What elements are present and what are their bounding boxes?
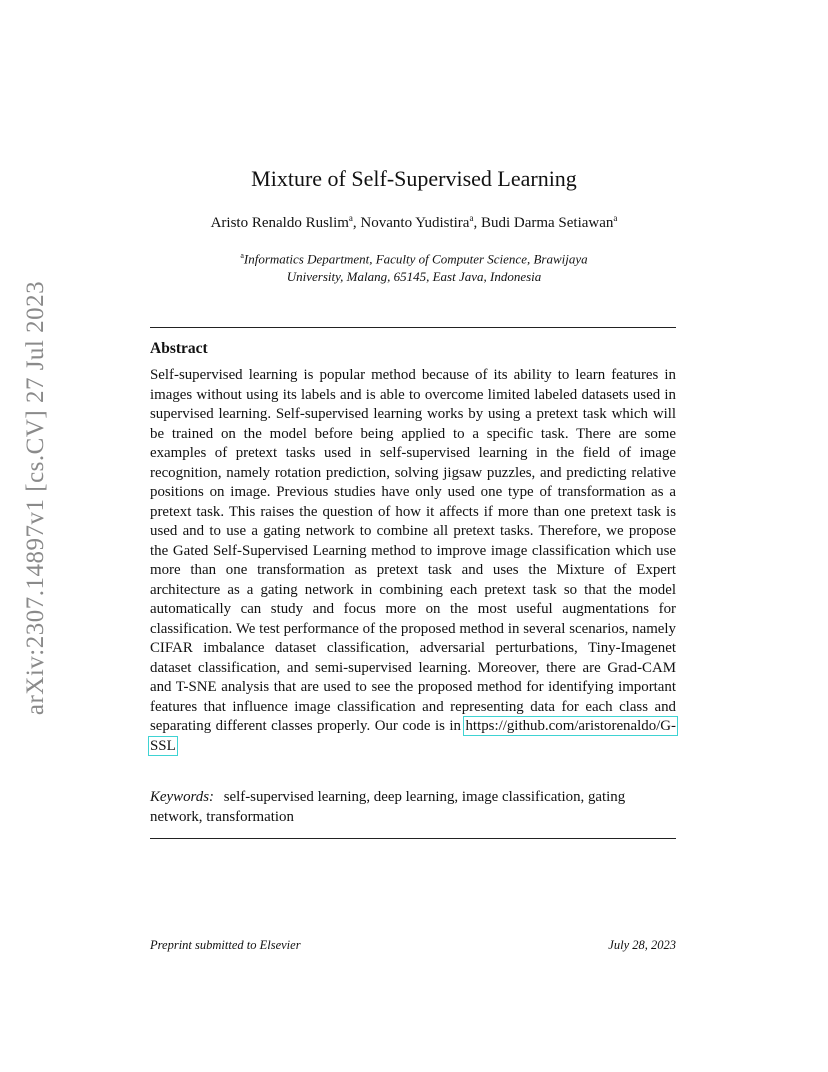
affiliation-line-2: University, Malang, 65145, East Java, Indonesia [286, 269, 542, 285]
arxiv-identifier-stamp: arXiv:2307.14897v1 [cs.CV] 27 Jul 2023 [22, 280, 49, 716]
paper-title: Mixture of Self-Supervised Learning [251, 166, 577, 191]
affiliation-line-1: Informatics Department, Faculty of Computer Science, Brawijaya [243, 251, 588, 267]
author-affiliation-mark: a [469, 213, 474, 223]
keywords-text: self-supervised learning, deep learning, image classification, gating network, transformation [150, 789, 626, 825]
author-name: Novanto Yudistira [360, 215, 470, 231]
abstract-heading: Abstract [150, 340, 208, 357]
author-name: Aristo Renaldo Ruslim [210, 215, 349, 231]
top-divider [150, 327, 676, 328]
affiliation-mark: a [240, 251, 244, 260]
bottom-divider [150, 838, 676, 839]
footer-date: July 28, 2023 [608, 938, 676, 952]
keywords-label: Keywords: [150, 789, 214, 805]
author-list: Aristo Renaldo Ruslim$^a$, Novanto Yudistira$^a$, Budi Darma Setiawan$^a$ [210, 213, 618, 231]
abstract-text: Self-supervised learning is popular method because of its ability to learn features in images without using its labels and is able to overcome limited labeled datasets used in supervised learning. Self-supervised learning works by using a pretext task which will be trained on the model before being applied to a specific task. There are some examples of pretext tasks used in self-supervised learning in the field of image recognition, namely rotation prediction, solving jigsaw puzzles, and predicting relative positions on image. Previous studies have only used one type of transformation as a pretext task. This raises the question of how it affects if more than one pretext task is used and to use a gating network to combine all pretext tasks. Therefore, we propose the Gated Self-Supervised Learning method to improve image classification which use more than one transformation as pretext task and uses the Mixture of Expert architecture as a gating network in combining each pretext task so that the model automatically can study and focus more on the most useful augmentations for classification. We test performance of the proposed method in several scenarios, namely CIFAR imbalance dataset classification, adversarial perturbations, Tiny-Imagenet dataset classification, and semi-supervised learning. Moreover, there are Grad-CAM and T-SNE analysis that are used to see the proposed method for identifying important features that influence image classification and representing data for each class and separating different classes properly. Our code is in [150, 367, 676, 734]
footer-preprint-note: Preprint submitted to Elsevier [150, 938, 301, 952]
author-affiliation-mark: a [613, 213, 618, 223]
code-repository-link[interactable]: https://github.com/aristorenaldo/G-SSL [150, 718, 676, 754]
abstract-body [150, 366, 676, 756]
affiliation [0, 247, 828, 286]
keywords-block [150, 787, 676, 827]
author-name: Budi Darma Setiawan [480, 215, 614, 231]
author-affiliation-mark: a [348, 213, 353, 223]
